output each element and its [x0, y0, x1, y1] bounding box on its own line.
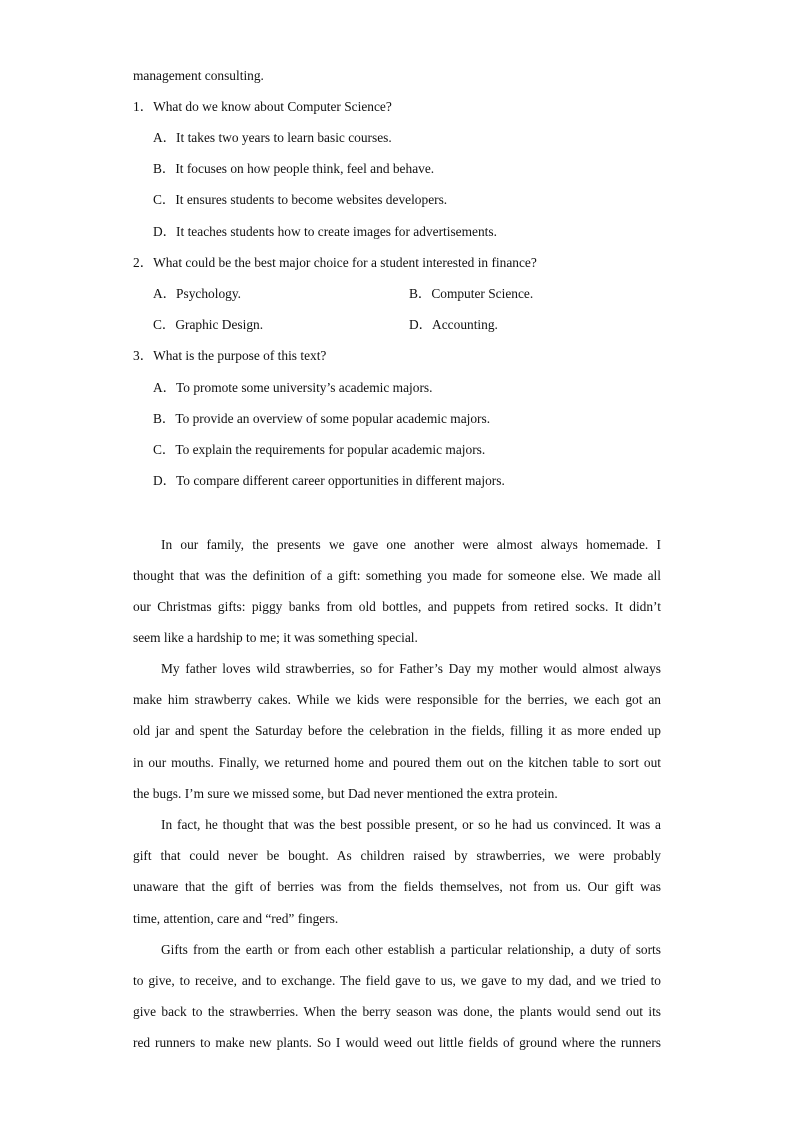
passage-line: our Christmas gifts: piggy banks from old bottles, and puppets from retired socks. It didn’t [133, 599, 661, 614]
passage-line: give back to the strawberries. When the berry season was done, the plants would send out its [133, 1004, 661, 1019]
question-1-option-c: C．It ensures students to become websites developers. [153, 192, 448, 207]
question-3-option-b: B．To provide an overview of some popular academic majors. [153, 411, 491, 426]
passage-line: In fact, he thought that was the best possible present, or so he had us convinced. It was a [161, 817, 661, 832]
passage-line: time, attention, care and “red” fingers. [133, 911, 339, 926]
passage-line: red runners to make new plants. So I would weed out little fields of ground where the runners [133, 1035, 661, 1050]
passage-line: make him strawberry cakes. While we kids were responsible for the berries, we each got an [133, 692, 661, 707]
question-2-option-c: C．Graphic Design. [153, 317, 264, 332]
question-2-stem: 2．What could be the best major choice for a student interested in finance? [133, 255, 537, 270]
passage-line: seem like a hardship to me; it was something special. [133, 630, 418, 645]
passage-line: In our family, the presents we gave one another were almost always homemade. I [161, 537, 661, 552]
continuation-text: management consulting. [133, 68, 264, 83]
question-3-option-c: C．To explain the requirements for popular academic majors. [153, 442, 486, 457]
question-1-option-d: D．It teaches students how to create images for advertisements. [153, 224, 497, 239]
question-1-option-b: B．It focuses on how people think, feel and behave. [153, 161, 435, 176]
passage-line: unaware that the gift of berries was from the fields themselves, not from us. Our gift was [133, 879, 661, 894]
question-2-option-d: D．Accounting. [409, 317, 498, 332]
passage-line: gift that could never be bought. As children raised by strawberries, we were probably [133, 848, 661, 863]
passage-line: in our mouths. Finally, we returned home and poured them out on the kitchen table to sort out [133, 755, 661, 770]
passage-line: My father loves wild strawberries, so for Father’s Day my mother would almost always [161, 661, 661, 676]
question-3-option-d: D．To compare different career opportunities in different majors. [153, 473, 505, 488]
passage-line: the bugs. I’m sure we missed some, but Dad never mentioned the extra protein. [133, 786, 558, 801]
question-3-option-a: A．To promote some university’s academic majors. [153, 380, 433, 395]
question-1-option-a: A．It takes two years to learn basic courses. [153, 130, 392, 145]
passage-line: Gifts from the earth or from each other establish a particular relationship, a duty of sorts [161, 942, 661, 957]
passage-line: thought that was the definition of a gift: something you made for someone else. We made all [133, 568, 661, 583]
passage-line: to give, to receive, and to exchange. The field gave to us, we gave to my dad, and we tried to [133, 973, 661, 988]
question-3-stem: 3．What is the purpose of this text? [133, 348, 327, 363]
passage-line: old jar and spent the Saturday before the celebration in the fields, filling it as more ended up [133, 723, 661, 738]
question-1-stem: 1．What do we know about Computer Science? [133, 99, 392, 114]
question-2-option-a: A．Psychology. [153, 286, 242, 301]
question-2-option-b: B．Computer Science. [409, 286, 534, 301]
